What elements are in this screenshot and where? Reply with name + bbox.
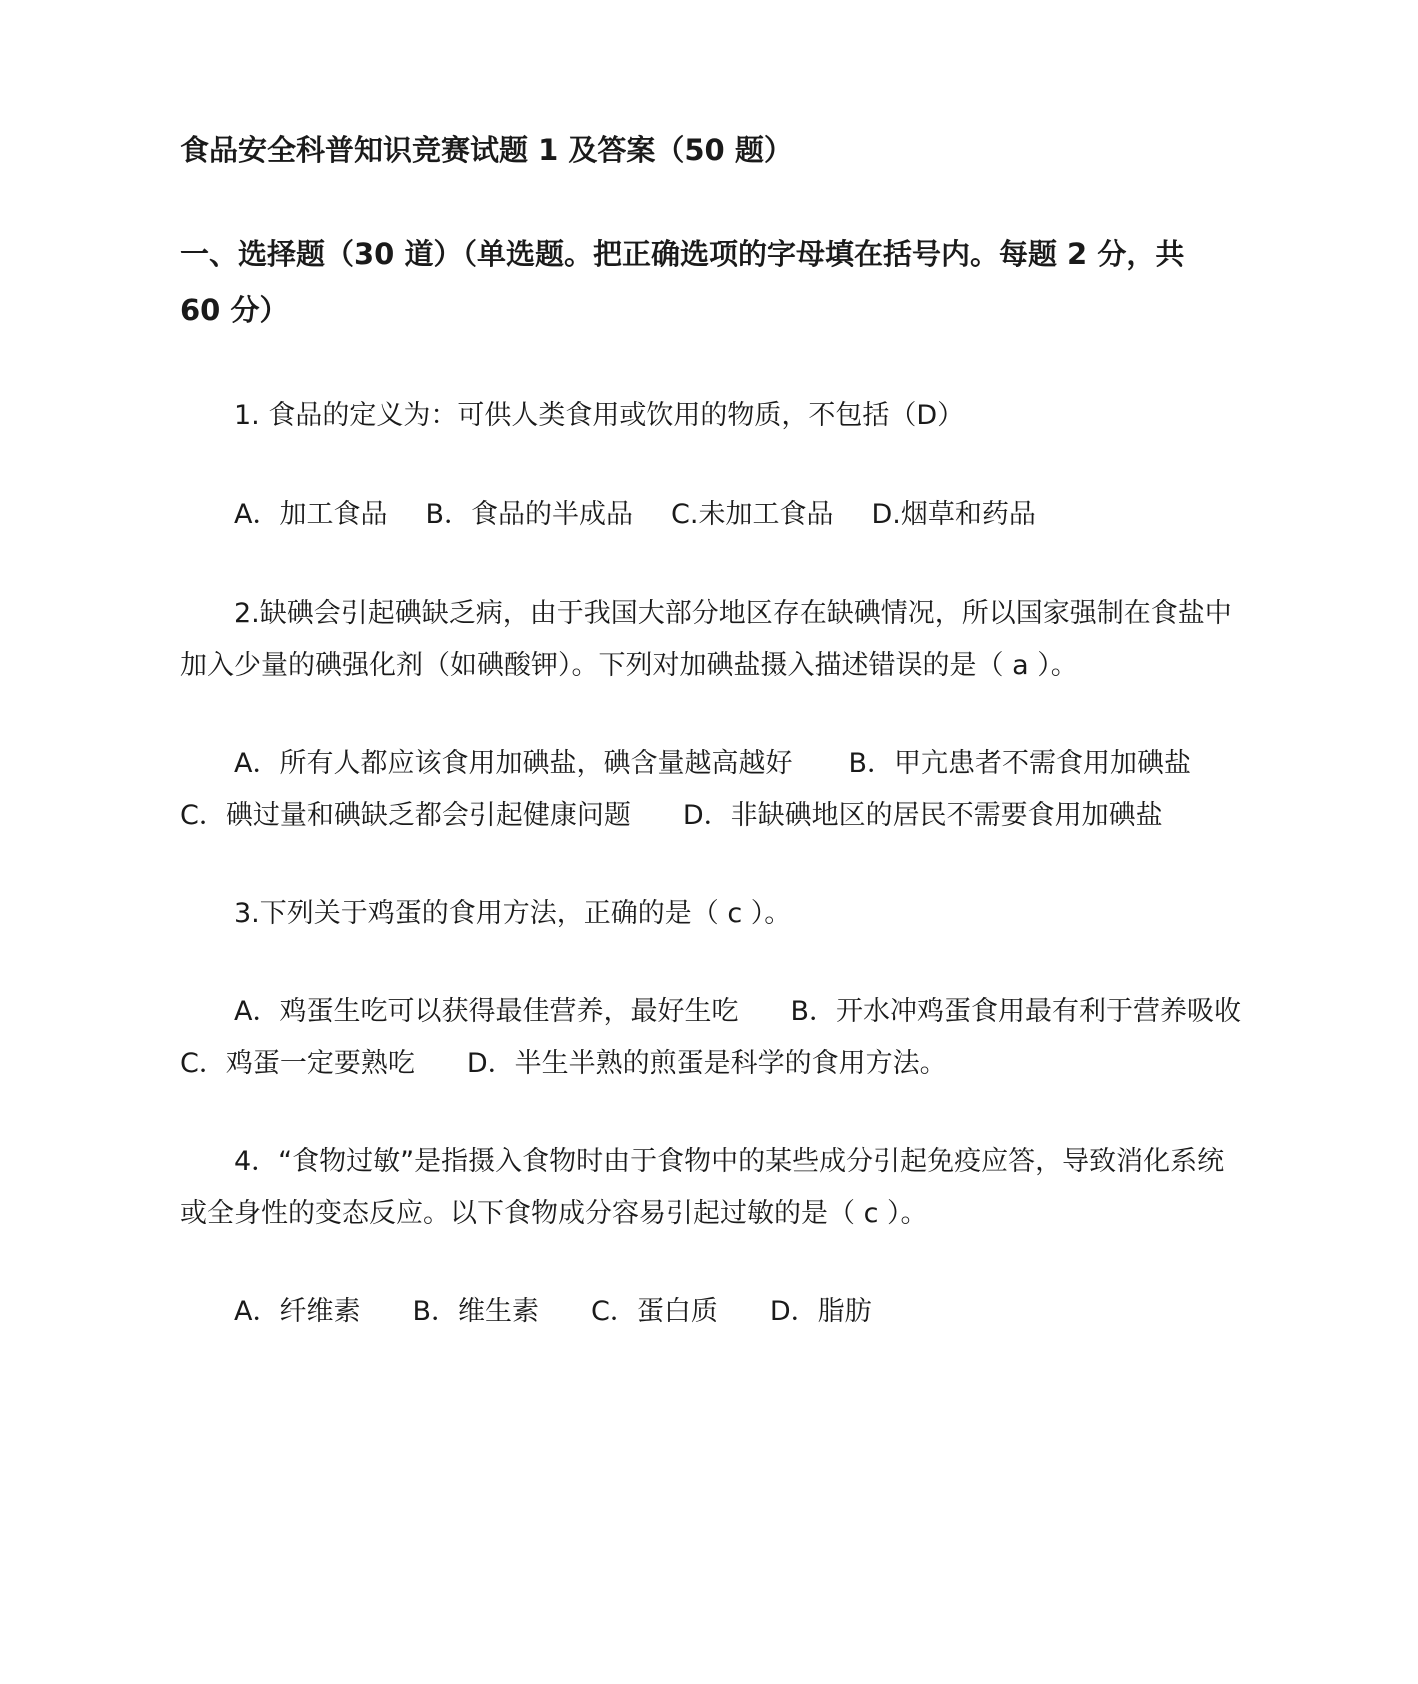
question-3-options-line2 bbox=[180, 1046, 947, 1082]
document-page bbox=[180, 0, 1240, 1684]
question-3-options-line1 bbox=[234, 994, 1241, 1030]
option-c: C．碘过量和碘缺乏都会引起健康问题 bbox=[180, 800, 631, 831]
option-c: C．蛋白质 bbox=[591, 1296, 718, 1327]
question-2-stem-line1: 2.缺碘会引起碘缺乏病，由于我国大部分地区存在缺碘情况，所以国家强制在食盐中 bbox=[234, 598, 1232, 629]
question-4-options bbox=[234, 1294, 872, 1330]
option-a: A．加工食品 bbox=[234, 499, 388, 530]
question-2-options-line2 bbox=[180, 798, 1163, 834]
question-2-options-line1 bbox=[234, 746, 1191, 782]
option-b: B．维生素 bbox=[412, 1296, 540, 1327]
section-heading-line2: 60 分） bbox=[180, 293, 289, 327]
question-2-stem-line2: 加入少量的碘强化剂（如碘酸钾）。下列对加碘盐摄入描述错误的是（ a ）。 bbox=[180, 650, 1078, 681]
section-heading-line1: 一、选择题（30 道）（单选题。把正确选项的字母填在括号内。每题 2 分，共 bbox=[180, 237, 1185, 271]
question-4-stem-line2: 或全身性的变态反应。以下食物成分容易引起过敏的是（ c ）。 bbox=[180, 1198, 928, 1229]
option-d: D．非缺碘地区的居民不需要食用加碘盐 bbox=[682, 800, 1163, 831]
question-1-options bbox=[234, 497, 1036, 533]
option-b: B．甲亢患者不需食用加碘盐 bbox=[848, 748, 1192, 779]
option-a: A．所有人都应该食用加碘盐，碘含量越高越好 bbox=[234, 748, 793, 779]
question-4-stem-line1: 4．“食物过敏”是指摄入食物时由于食物中的某些成分引起免疫应答，导致消化系统 bbox=[234, 1146, 1225, 1177]
question-3-stem: 3.下列关于鸡蛋的食用方法，正确的是（ c ）。 bbox=[234, 898, 792, 929]
option-c: C.未加工食品 bbox=[671, 499, 834, 530]
option-c: C．鸡蛋一定要熟吃 bbox=[180, 1048, 415, 1079]
option-b: B．食品的半成品 bbox=[425, 499, 634, 530]
option-b: B．开水冲鸡蛋食用最有利于营养吸收 bbox=[790, 996, 1242, 1027]
option-d: D．脂肪 bbox=[769, 1296, 872, 1327]
document-title: 食品安全科普知识竞赛试题 1 及答案（50 题） bbox=[180, 133, 793, 167]
question-1-stem: 1. 食品的定义为：可供人类食用或饮用的物质，不包括（D） bbox=[234, 400, 965, 431]
option-a: A．鸡蛋生吃可以获得最佳营养，最好生吃 bbox=[234, 996, 739, 1027]
option-a: A．纤维素 bbox=[234, 1296, 361, 1327]
option-d: D．半生半熟的煎蛋是科学的食用方法。 bbox=[466, 1048, 947, 1079]
option-d: D.烟草和药品 bbox=[871, 499, 1036, 530]
